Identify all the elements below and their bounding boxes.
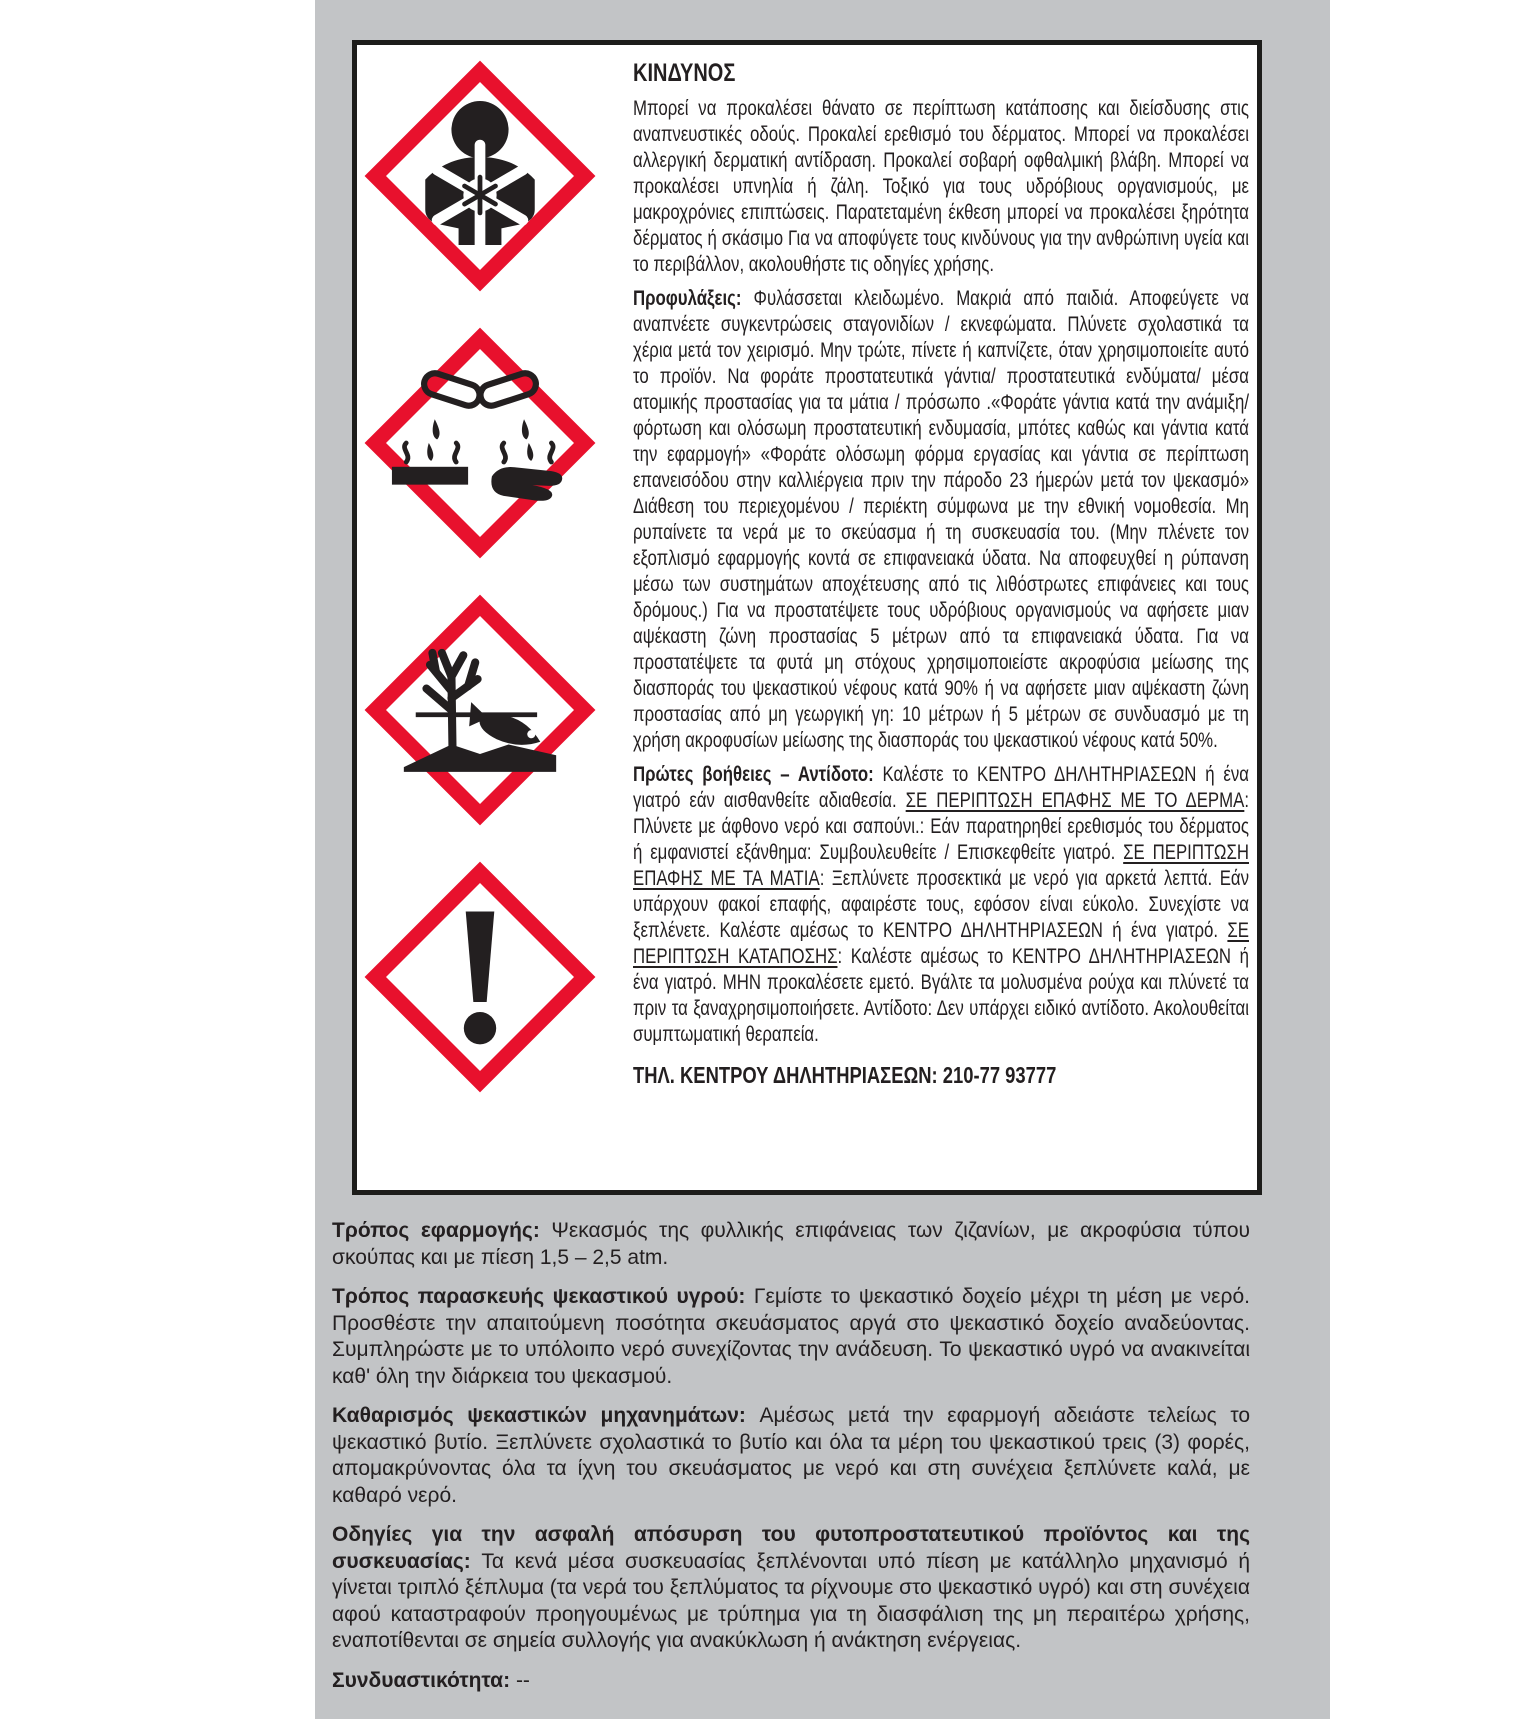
section-title: Τρόπος παρασκευής ψεκαστικού υγρού: — [332, 1285, 754, 1308]
section-title: Τρόπος εφαρμογής: — [332, 1219, 552, 1242]
usage-sections — [332, 1218, 1250, 1707]
precautionary-statements-paragraph — [633, 286, 1249, 754]
first-aid-paragraph — [633, 762, 1249, 1048]
section-title: Συνδυαστικότητα: — [332, 1668, 516, 1692]
usage-section-application-method — [332, 1218, 1250, 1271]
text-segment: Ψεκασμός της φυλλικής επιφάνειας των ζιζανίων, με ακροφύσια τύπου σκούπας και με πίεση 1,5 – 2,5 atm. — [332, 1219, 1250, 1269]
hazard-text-column — [633, 59, 1249, 1089]
text-segment: ΣΕ ΠΕΡΙΠΤΩΣΗ ΕΠΑΦΗΣ ΜΕ ΤΑ ΜΑΤΙΑ — [633, 841, 1249, 890]
hazard-statements-paragraph — [633, 96, 1249, 278]
text-segment: Τα κενά μέσα συσκευασίας ξεπλένονται υπό πίεση με κατάλληλο μηχανισμό ή γίνεται τριπλό ξέπλυμα (τα νερά του ξεπλύματος τα ρίχνουμε στο ψεκαστικό υγρό) και στη συνέχεια αφού καταστραφούν προηγουμένως με τρύπημα για τη διασφάλιση της μη περαιτέρω χρήσης, εναποτίθενται σε σημεία συλλογής για ανακύκλωση ή ανάκτηση ενέργειας. — [332, 1549, 1250, 1652]
usage-section-spray-liquid-preparation — [332, 1284, 1250, 1390]
section-title: Οδηγίες για την ασφαλή απόσυρση του φυτοπροστατευτικού προϊόντος και της συσκευασίας: — [332, 1523, 1250, 1573]
pictogram-column — [361, 57, 603, 1096]
ghs08-health-hazard-icon — [361, 57, 599, 295]
text-segment: Μπορεί να προκαλέσει θάνατο σε περίπτωση κατάποσης και διείσδυσης στις αναπνευστικές οδούς. Προκαλεί ερεθισμό του δέρματος. Μπορεί να προκαλέσει αλλεργική δερματική αντίδραση. Προκαλεί σοβαρή οφθαλμική βλάβη. Μπορεί να προκαλέσει υπνηλία ή ζάλη. Τοξικό για τους υδρόβιους οργανισμούς, με μακροχρόνιες επιπτώσεις. Παρατεταμένη έκθεση μπορεί να προκαλέσει ξηρότητα δέρματος ή σκάσιμο Για να αποφύγετε τους κινδύνους για την ανθρώπινη υγεία και το περιβάλλον, ακολουθήστε τις οδηγίες χρήσης. — [633, 97, 1249, 276]
text-segment: ΣΕ ΠΕΡΙΠΤΩΣΗ ΕΠΑΦΗΣ ΜΕ ΤΟ ΔΕΡΜΑ — [905, 789, 1245, 812]
text-segment: : Καλέστε αμέσως το ΚΕΝΤΡΟ ΔΗΛΗΤΗΡΙΑΣΕΩΝ ή ένα γιατρό. ΜΗΝ προκαλέσετε εμετό. Βγάλτε τα μολυσμένα ρούχα και πλύνετέ τα πριν τα ξαναχρησιμοποιήσετε. Αντίδοτο: Δεν υπάρχει ειδικό αντίδοτο. Ακολουθείται συμπτωματική θεραπεία. — [633, 945, 1250, 1046]
usage-section-compatibility — [332, 1668, 1250, 1695]
section-title: Προφυλάξεις: — [633, 287, 754, 310]
ghs09-environment-icon — [361, 591, 599, 829]
text-segment: : Ξεπλύνετε προσεκτικά με νερό για αρκετά λεπτά. Εάν υπάρχουν φακοί επαφής, αφαιρέστε τους, εφόσον είναι εύκολο. Συνεχίστε να ξεπλένετε. Καλέστε αμέσως το ΚΕΝΤΡΟ ΔΗΛΗΤΗΡΙΑΣΕΩΝ ή ένα γιατρό. — [633, 867, 1250, 942]
text-segment: Φυλάσσεται κλειδωμένο. Μακριά από παιδιά. Αποφεύγετε να αναπνέετε συγκεντρώσεις σταγονιδίων / εκνεφώματα. Πλύνετε σχολαστικά τα χέρια μετά τον χειρισμό. Μην τρώτε, πίνετε ή καπνίζετε, όταν χρησιμοποιείτε αυτό το προϊόν. Να φοράτε προστατευτικά γάντια/ προστατευτικά ενδύματα/ μέσα ατομικής προστασίας για τα μάτια / πρόσωπο .«Φοράτε γάντια κατά την ανάμιξη/ φόρτωση και ολόσωμη προστατευτική ενδυμασία, μπότες καθώς και γάντια κατά την εφαρμογή» «Φοράτε ολόσωμη φόρμα εργασίας και γάντια σε περίπτωση επανεισόδου στην καλλιέργεια πριν την πάροδο 23 ήμερών μετά τον ψεκασμό» Διάθεση του περιεχομένου / περιέκτη σύμφωνα με την εθνική νομοθεσία. Μη ρυπαίνετε τα νερά με το σκεύασμα ή τη συσκευασία του. (Μην πλένετε τον εξοπλισμό εφαρμογής κοντά σε επιφανειακά ύδατα. Να αποφευχθεί η ρύπανση μέσω των συστημάτων αποχέτευσης από τις λιθόστρωτες επιφάνειες και τους δρόμους.) Για να προστατέψετε τους υδρόβιους οργανισμούς να αφήσετε μιαν αψέκαστη ζώνη προστασίας 5 μέτρων από τα επιφανειακά ύδατα. Για να προστατέψετε τα φυτά μη στόχους χρησιμοποιείστε ακροφύσια μείωσης της διασποράς του ψεκαστικού νέφους κατά 90% ή να αφήσετε μιαν αψέκαστη ζώνη προστασίας από μη γεωργική γη: 10 μέτρων ή 5 μέτρων σε συνδυασμό με τη χρήση ακροφυσίων μείωσης της διασποράς του ψεκαστικού νέφους κατά 50%. — [633, 287, 1249, 752]
text-segment: Γεμίστε το ψεκαστικό δοχείο μέχρι τη μέση με νερό. Προσθέστε την απαιτούμενη ποσότητα σκευάσματος αργά στο ψεκαστικό δοχείο αναδεύοντας. Συμπληρώστε με το υπόλοιπο νερό συνεχίζοντας την ανάδευση. Το ψεκαστικό υγρό να ανακινείται καθ' όλη την διάρκεια του ψεκασμού. — [332, 1285, 1250, 1388]
ghs05-corrosion-icon — [361, 324, 599, 562]
section-title: Πρώτες βοήθειες – Αντίδοτο: — [633, 763, 883, 786]
text-segment: : Πλύνετε με άφθονο νερό και σαπούνι.: Εάν παρατηρηθεί ερεθισμός του δέρματος ή εμφανιστεί εξάνθημα: Συμβουλευθείτε / Επισκεφθείτε γιατρό. — [633, 789, 1250, 864]
text-segment: Αμέσως μετά την εφαρμογή αδειάστε τελείως το ψεκαστικό βυτίο. Ξεπλύνετε σχολαστικά το βυτίο και όλα τα μέρη του ψεκαστικού τρεις (3) φορές, απομακρύνοντας όλα τα ίχνη του σκευάσματος με νερό και στη συνέχεια ξεπλύνετε καλά, με καθαρό νερό. — [332, 1404, 1250, 1507]
section-title: Καθαρισμός ψεκαστικών μηχανημάτων: — [332, 1404, 760, 1427]
ghs07-exclamation-icon — [361, 858, 599, 1096]
usage-section-safe-disposal — [332, 1522, 1250, 1655]
signal-word: ΚΙΝΔΥΝΟΣ — [633, 59, 736, 87]
text-segment: -- — [515, 1668, 530, 1692]
hazard-label-box — [352, 40, 1262, 1195]
text-segment: ΣΕ ΠΕΡΙΠΤΩΣΗ ΚΑΤΑΠΟΣΗΣ — [633, 919, 1249, 968]
poison-center-phone: ΤΗΛ. ΚΕΝΤΡΟΥ ΔΗΛΗΤΗΡΙΑΣΕΩΝ: 210-77 93777 — [633, 1062, 1057, 1088]
text-segment: Καλέστε το ΚΕΝΤΡΟ ΔΗΛΗΤΗΡΙΑΣΕΩΝ ή ένα γιατρό εάν αισθανθείτε αδιαθεσία. — [633, 763, 1250, 812]
usage-section-equipment-cleaning — [332, 1403, 1250, 1509]
